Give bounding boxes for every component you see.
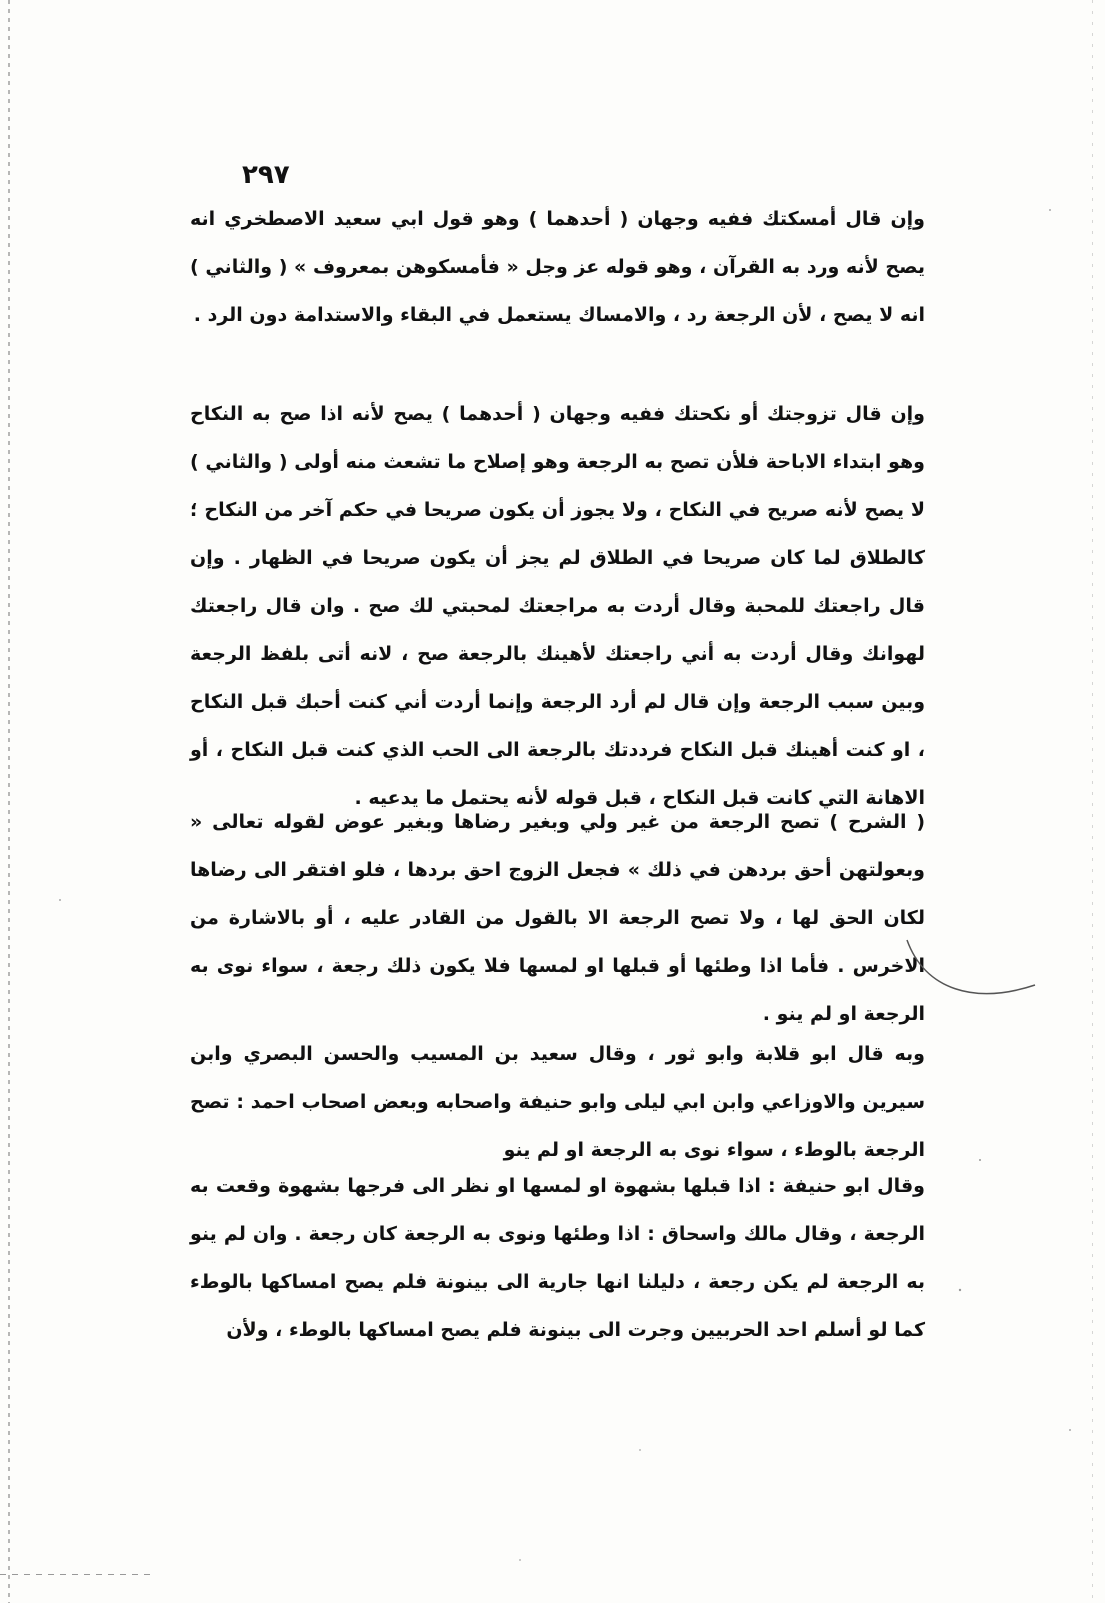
paragraph-5: وقال ابو حنيفة : اذا قبلها بشهوة او لمسها او نظر الى فرجها بشهوة وقعت به الرجعة ، وقال مالك واسحاق : اذا وطئها ونوى به الرجعة كان رجعة . وان لم ينو به الرجعة لم يكن رجعة ، دليلنا انها جارية الى بينونة فلم يصح امساكها بالوطء كما لو أسلم احد الحربيين وجرت الى بينونة فلم يصح امساكها بالوطء ، ولأن (190, 1175, 925, 1341)
paragraph-3-commentary: ( الشرح ) تصح الرجعة من غير ولي وبغير رضاها وبغير عوض لقوله تعالى « وبعولتهن أحق بردهن في ذلك » فجعل الزوج احق بردها ، فلو افتقر الى رضاها لكان الحق لها ، ولا تصح الرجعة الا بالقول من القادر عليه ، أو بالاشارة من الاخرس . فأما اذا وطئها أو قبلها او لمسها فلا يكون ذلك رجعة ، سواء نوى به الرجعة او لم ينو . (190, 811, 925, 1025)
paragraph-1: وإن قال أمسكتك ففيه وجهان ( أحدهما ) وهو قول ابي سعيد الاصطخري انه يصح لأنه ورد به القرآن ، وهو قوله عز وجل « فأمسكوهن بمعروف » ( والثاني ) انه لا يصح ، لأن الرجعة رد ، والامساك يستعمل في البقاء والاستدامة دون الرد . (190, 208, 925, 326)
page-number: ٢٩٧ (242, 160, 290, 190)
paragraph-2: وإن قال تزوجتك أو نكحتك ففيه وجهان ( أحدهما ) يصح لأنه اذا صح به النكاح وهو ابتداء الاباحة فلأن تصح به الرجعة وهو إصلاح ما تشعث منه أولى ( والثاني ) لا يصح لأنه صريح في النكاح ، ولا يجوز أن يكون صريحا في حكم آخر من النكاح ؛ كالطلاق لما كان صريحا في الطلاق لم يجز أن يكون صريحا في الظهار . وإن قال راجعتك للمحبة وقال أردت به مراجعتك لمحبتي لك صح . وان قال راجعتك لهوانك وقال أردت به أني راجعتك لأهينك بالرجعة صح ، لانه أتى بلفظ الرجعة وبين سبب الرجعة وإن قال لم أرد الرجعة وإنما أردت أني كنت أحبك قبل النكاح ، او كنت أهينك قبل النكاح فرددتك بالرجعة الى الحب الذي كنت قبل النكاح ، أو الاهانة التي كانت قبل النكاح ، قبل قوله لأنه يحتمل ما يدعيه . (190, 403, 925, 809)
paragraph-4: وبه قال ابو قلابة وابو ثور ، وقال سعيد بن المسيب والحسن البصري وابن سيرين والاوزاعي وابن ابي ليلى وابو حنيفة واصحابه وبعض اصحاب احمد : تصح الرجعة بالوطء ، سواء نوى به الرجعة او لم ينو (190, 1043, 925, 1161)
bottom-page-edge (0, 1574, 150, 1575)
right-page-edge (1092, 0, 1093, 1603)
margin-pencil-curve (905, 930, 1045, 1030)
left-page-edge (8, 0, 10, 1603)
